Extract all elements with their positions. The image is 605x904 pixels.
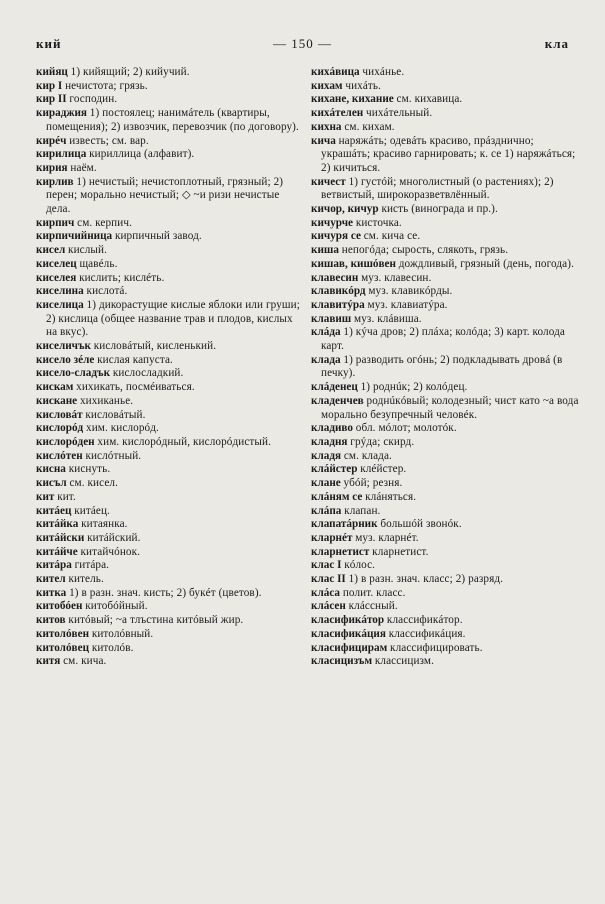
entry-headword: китобóен <box>36 600 83 613</box>
entry-definition: гитáра. <box>74 559 110 572</box>
dictionary-entry <box>311 463 581 477</box>
entry-headword: кирпич <box>36 216 75 229</box>
entry-definition: чихáнье. <box>362 66 405 78</box>
dictionary-entry <box>36 381 300 395</box>
right-column <box>311 66 581 669</box>
entry-definition: хихикать, посмéиваться. <box>76 381 195 394</box>
entry-definition: см. кихам. <box>344 120 395 133</box>
entry-definition: клапан. <box>344 504 381 517</box>
entry-definition: муз. кларнéт. <box>355 531 419 544</box>
entry-definition: щавéль. <box>79 257 118 270</box>
entry-definition: классификáтор. <box>386 614 463 627</box>
entry-definition: наряжáть; одевáть красиво, прáздничнo; украшáть; красиво гарнировать; к. се 1) наряжáться; 2) кичиться. <box>321 134 576 174</box>
entry-definition: кисловáтый, кисленький. <box>93 340 217 353</box>
entry-definition: клéйстер. <box>360 463 407 476</box>
dictionary-entry <box>311 450 581 464</box>
entry-definition: кислóтный. <box>85 449 142 462</box>
entry-definition: хихиканье. <box>79 394 134 407</box>
entry-headword: клáпа <box>311 504 342 517</box>
dictionary-entry <box>36 436 300 450</box>
entry-headword: класицизъм <box>311 655 373 668</box>
entry-headword: клавесин <box>311 271 359 284</box>
dictionary-entry <box>311 66 581 80</box>
entry-definition: наём. <box>70 161 97 174</box>
entry-definition: полит. класс. <box>342 586 406 599</box>
entry-headword: китка <box>36 586 67 599</box>
dictionary-entry <box>36 395 300 409</box>
entry-headword: китáйски <box>36 531 85 544</box>
dictionary-entry <box>36 354 300 368</box>
entry-headword: клавитýра <box>311 298 365 311</box>
entry-headword: китáец <box>36 504 72 517</box>
entry-headword: кичор, кичур <box>311 203 379 216</box>
entry-definition: кислить; кислéть. <box>79 271 165 284</box>
entry-definition: 1) в разн. знач. кисть; 2) букéт (цветов). <box>69 586 262 599</box>
entry-headword: кител <box>36 573 66 586</box>
dictionary-entry <box>36 299 300 340</box>
entry-definition: кислотá. <box>86 285 128 298</box>
entry-headword: кискам <box>36 381 74 394</box>
dictionary-entry <box>36 230 300 244</box>
dictionary-entry <box>311 258 581 272</box>
dictionary-entry <box>36 491 300 505</box>
dictionary-entry <box>36 135 300 149</box>
dictionary-entry <box>36 244 300 258</box>
entry-headword: клас II <box>311 573 346 586</box>
entry-definition: кисть (винограда и пр.). <box>381 203 498 216</box>
entry-headword: кисловáт <box>36 408 83 421</box>
dictionary-entry <box>36 559 300 573</box>
page-header <box>0 36 605 56</box>
dictionary-entry <box>311 642 581 656</box>
dictionary-entry <box>36 66 300 80</box>
dictionary-entry <box>36 258 300 272</box>
entry-headword: китолóвец <box>36 641 90 654</box>
dictionary-entry <box>311 395 581 422</box>
entry-definition: китайчóнок. <box>80 545 141 558</box>
dictionary-entry <box>311 176 581 203</box>
dictionary-entry <box>36 422 300 436</box>
entry-definition: кирпичный завод. <box>114 230 202 243</box>
dictionary-entry <box>36 477 300 491</box>
entry-definition: муз. клавикóрды. <box>368 285 453 298</box>
entry-headword: кихáвица <box>311 66 360 78</box>
entry-definition: китáец. <box>74 504 110 517</box>
entry-headword: кисело зéле <box>36 353 95 366</box>
entry-headword: китáйка <box>36 518 79 531</box>
entry-headword: клáда <box>311 326 341 339</box>
dictionary-entry <box>36 367 300 381</box>
entry-definition: 1) дикорастущие кислые яблоки или груши; 2) кислица (общее название трав и плодов, кислых на вкус). <box>46 298 300 339</box>
dictionary-entry <box>36 162 300 176</box>
entry-headword: кислорóден <box>36 435 95 448</box>
entry-definition: муз. клавиатýра. <box>367 298 448 311</box>
dictionary-entry <box>36 628 300 642</box>
dictionary-entry <box>311 381 581 395</box>
entry-headword: клада <box>311 353 341 366</box>
entry-definition: чихáтельный. <box>366 107 433 120</box>
dictionary-entry <box>36 614 300 628</box>
entry-definition: господин. <box>69 93 118 106</box>
dictionary-entry <box>311 272 581 286</box>
entry-definition: китаянка. <box>81 518 128 531</box>
dictionary-entry <box>311 203 581 217</box>
entry-definition: классицизм. <box>374 655 434 668</box>
dictionary-entry <box>36 340 300 354</box>
dictionary-entry <box>36 600 300 614</box>
entry-definition: 1) разводить огóнь; 2) подкладывать дровá (в печку). <box>321 353 563 380</box>
entry-headword: кирия <box>36 161 68 174</box>
entry-headword: кихна <box>311 120 342 133</box>
entry-definition: классификáция. <box>388 627 466 640</box>
entry-definition: роднúкóвый; колодезный; чист като ~а вода морально безупречный человéк. <box>321 394 579 421</box>
dictionary-entry <box>36 573 300 587</box>
entry-definition: классифицировать. <box>390 641 483 654</box>
dictionary-entry <box>36 518 300 532</box>
dictionary-entry <box>36 93 300 107</box>
entry-headword: китя <box>36 655 61 668</box>
entry-headword: кирпичийница <box>36 230 113 243</box>
entry-definition: клáняться. <box>365 490 417 503</box>
entry-headword: кислорóд <box>36 422 84 435</box>
page-number: — 150 — <box>273 36 332 51</box>
entry-headword: клас I <box>311 559 342 572</box>
dictionary-entry <box>36 148 300 162</box>
entry-definition: см. керпич. <box>77 216 132 229</box>
dictionary-entry <box>36 176 300 217</box>
entry-headword: кискане <box>36 394 78 407</box>
entry-definition: китóвый; ~а тлъстина китóвый жир. <box>68 614 244 627</box>
dictionary-entry <box>311 518 581 532</box>
entry-definition: муз. клáвиша. <box>354 312 422 325</box>
entry-headword: кийяц <box>36 66 68 78</box>
entry-headword: клáденец <box>311 381 358 394</box>
entry-definition: 1) кийящий; 2) кийучий. <box>70 66 190 78</box>
entry-definition: известь; см. вар. <box>69 134 149 147</box>
dictionary-entry <box>311 107 581 121</box>
dictionary-entry <box>311 217 581 231</box>
entry-headword: кирлив <box>36 175 74 188</box>
entry-headword: класификáция <box>311 627 386 640</box>
entry-definition: убóй; резня. <box>343 477 403 490</box>
entry-headword: киселец <box>36 257 77 270</box>
entry-headword: киселичък <box>36 340 91 353</box>
entry-definition: см. кисел. <box>69 477 118 490</box>
entry-definition: дождливый, грязный (день, погода). <box>398 257 574 270</box>
entry-headword: кихáтелен <box>311 107 364 120</box>
entry-headword: китолóвен <box>36 627 90 640</box>
header-right-guideword: кла <box>544 36 569 51</box>
dictionary-entry <box>36 463 300 477</box>
header-left-guideword: кий <box>36 36 62 51</box>
entry-definition: непогóда; сырость, слякоть, грязь. <box>341 244 509 257</box>
entry-definition: кислый. <box>68 244 108 257</box>
entry-headword: кир II <box>36 93 67 106</box>
entry-headword: кихам <box>311 79 343 92</box>
dictionary-entry <box>311 600 581 614</box>
entry-headword: кихане, кихание <box>311 93 394 106</box>
entry-headword: кичурче <box>311 216 354 229</box>
entry-headword: киша <box>311 244 339 257</box>
dictionary-entry <box>311 244 581 258</box>
entry-definition: кириллица (алфавит). <box>89 148 195 161</box>
entry-definition: кит. <box>57 490 76 503</box>
entry-definition: кисловáтый. <box>85 408 146 421</box>
entry-definition: кислосладкий. <box>112 367 184 380</box>
dictionary-entry <box>311 436 581 450</box>
dictionary-entry <box>311 477 581 491</box>
dictionary-entry <box>311 532 581 546</box>
entry-definition: 1) нечистый; нечистоплотный, грязный; 2) перен; морально нечистый; ◇ ~и ризи нечистые дела. <box>46 175 284 216</box>
dictionary-entry <box>311 354 581 381</box>
entry-definition: 1) густóй; многолистный (о растениях); 2) ветвистый, широкоразветвлённый. <box>321 175 554 202</box>
dictionary-entry <box>36 285 300 299</box>
dictionary-entry <box>311 326 581 353</box>
entry-headword: китáйче <box>36 545 78 558</box>
entry-definition: см. кича се. <box>363 230 421 243</box>
dictionary-entry <box>311 546 581 560</box>
entry-headword: клапатáрник <box>311 518 378 531</box>
entry-headword: китов <box>36 614 66 627</box>
entry-headword: кираджия <box>36 107 87 120</box>
entry-definition: 1) кýча дров; 2) плáха; колóда; 3) карт. колода карт. <box>321 326 565 353</box>
dictionary-entry <box>311 121 581 135</box>
entry-headword: кларнетист <box>311 545 370 558</box>
entry-definition: 1) в разн. знач. класс; 2) разряд. <box>348 573 504 586</box>
dictionary-entry <box>311 614 581 628</box>
entry-headword: кит <box>36 490 55 503</box>
dictionary-entry <box>311 135 581 176</box>
dictionary-entry <box>311 505 581 519</box>
dictionary-entry <box>311 313 581 327</box>
dictionary-entry <box>311 299 581 313</box>
entry-headword: кисел <box>36 244 66 257</box>
entry-headword: клавиш <box>311 312 352 325</box>
dictionary-entry <box>36 107 300 134</box>
entry-definition: кóлос. <box>344 559 376 572</box>
entry-definition: китобóйный. <box>85 600 148 613</box>
entry-definition: кларнетист. <box>372 545 429 558</box>
entry-definition: грýда; скирд. <box>350 435 415 448</box>
entry-definition: большóй звонóк. <box>380 518 462 531</box>
entry-headword: клáйстер <box>311 463 358 476</box>
entry-definition: муз. клавесин. <box>361 271 432 284</box>
entry-definition: китолóвный. <box>91 627 154 640</box>
dictionary-entry <box>311 422 581 436</box>
dictionary-entry <box>36 272 300 286</box>
entry-headword: клавикóрд <box>311 285 366 298</box>
entry-headword: кирéч <box>36 134 67 147</box>
entry-headword: кларнéт <box>311 531 353 544</box>
entry-headword: кладя <box>311 449 342 462</box>
entry-headword: киселина <box>36 285 84 298</box>
dictionary-entry <box>311 285 581 299</box>
entry-headword: кирилица <box>36 148 87 161</box>
entry-headword: киселица <box>36 298 84 311</box>
dictionary-entry <box>36 505 300 519</box>
dictionary-entry <box>311 559 581 573</box>
entry-headword: кисна <box>36 463 66 476</box>
dictionary-entry <box>311 573 581 587</box>
entry-headword: клáсен <box>311 600 346 613</box>
dictionary-entry <box>311 230 581 244</box>
entry-definition: клáссный. <box>348 600 398 613</box>
entry-definition: нечистота; грязь. <box>65 79 148 92</box>
entry-headword: кир I <box>36 79 63 92</box>
entry-definition: 1) постоялец; нанимáтель (квартиры, помещения); 2) извозчик, перевозчик (по договору). <box>46 107 299 133</box>
entry-definition: см. кича. <box>63 655 107 668</box>
entry-headword: кичуря се <box>311 230 361 243</box>
dictionary-entry <box>36 80 300 94</box>
entry-headword: кичест <box>311 175 346 188</box>
dictionary-entry <box>36 409 300 423</box>
entry-headword: кича <box>311 134 336 147</box>
entry-headword: кисъл <box>36 477 67 490</box>
entry-headword: клáням се <box>311 490 363 503</box>
dictionary-entry <box>36 587 300 601</box>
entry-definition: хим. кислорóдный, кислорóдистый. <box>97 435 271 448</box>
entry-definition: киснуть. <box>68 463 111 476</box>
entry-headword: китáра <box>36 559 72 572</box>
entry-headword: кладенчев <box>311 394 364 407</box>
dictionary-entry <box>36 655 300 669</box>
dictionary-entry <box>311 491 581 505</box>
dictionary-entry <box>36 546 300 560</box>
entry-headword: кисело-сладък <box>36 367 111 380</box>
entry-headword: клáса <box>311 586 341 599</box>
entry-definition: кислая капуста. <box>97 353 173 366</box>
entry-headword: кишав, кишóвен <box>311 257 396 270</box>
dictionary-entry <box>311 93 581 107</box>
left-column <box>36 66 300 669</box>
entry-definition: кисточка. <box>355 216 402 229</box>
entry-definition: китолóв. <box>91 641 134 654</box>
entry-headword: класифицирам <box>311 641 388 654</box>
entry-headword: киселея <box>36 271 77 284</box>
entry-definition: хим. кислорóд. <box>86 422 159 435</box>
entry-definition: китель. <box>68 573 104 586</box>
entry-definition: 1) роднúк; 2) колóдец. <box>360 381 468 394</box>
entry-headword: клане <box>311 477 341 490</box>
dictionary-entry <box>311 628 581 642</box>
entry-definition: обл. мóлот; молотóк. <box>355 422 457 435</box>
entry-definition: чихáть. <box>345 79 382 92</box>
entry-headword: кладня <box>311 435 348 448</box>
entry-headword: класификáтор <box>311 614 385 627</box>
dictionary-entry <box>311 80 581 94</box>
entry-definition: см. кихавица. <box>396 93 463 106</box>
entry-definition: см. клада. <box>343 449 392 462</box>
dictionary-entry <box>36 642 300 656</box>
dictionary-entry <box>36 217 300 231</box>
entry-headword: кислóтен <box>36 449 83 462</box>
entry-definition: китáйский. <box>87 531 141 544</box>
dictionary-entry <box>36 450 300 464</box>
dictionary-entry <box>36 532 300 546</box>
entry-headword: кладиво <box>311 422 353 435</box>
dictionary-entry <box>311 587 581 601</box>
dictionary-entry <box>311 655 581 669</box>
